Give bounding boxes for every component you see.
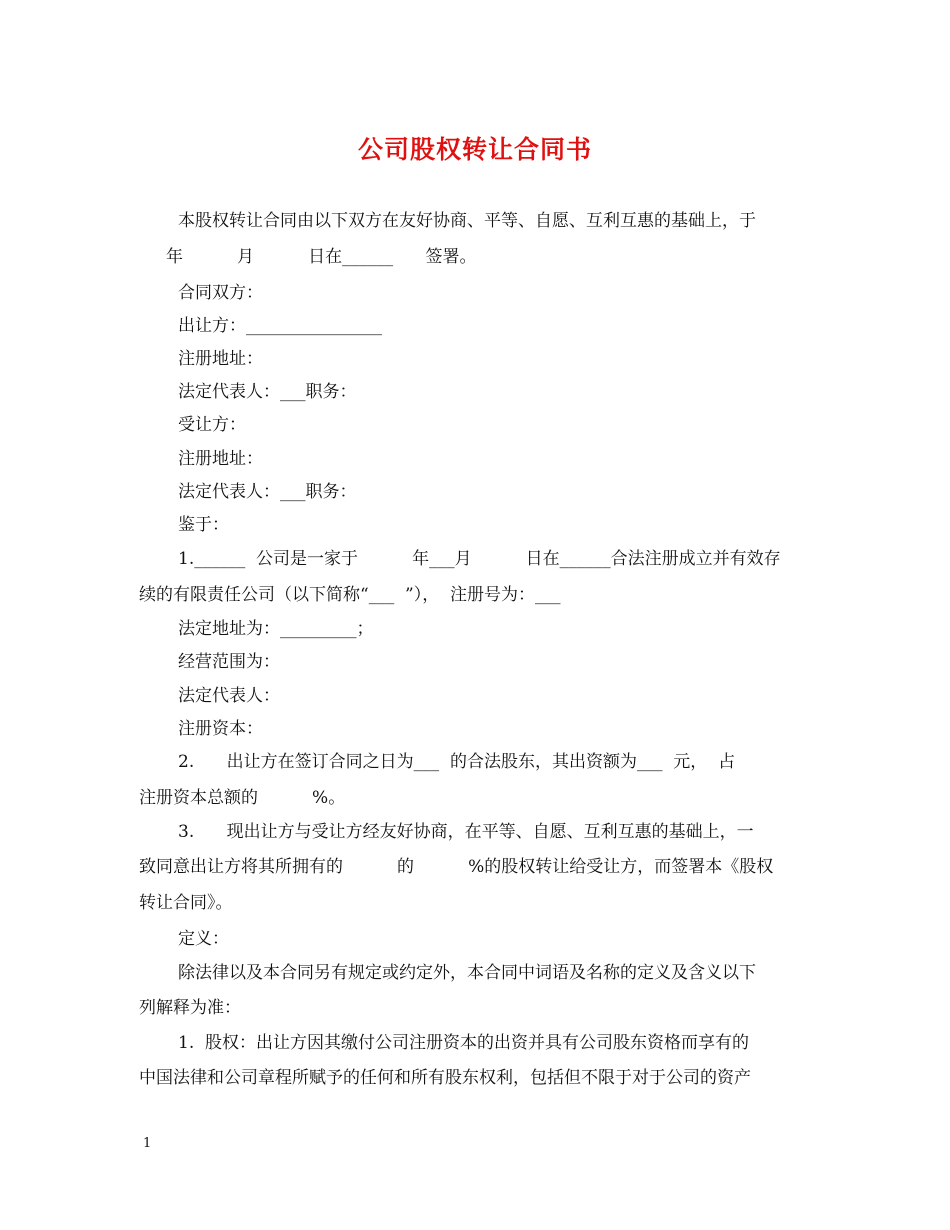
paragraph-line: 年 月 日在______ 签署。	[166, 247, 477, 267]
paragraph-line: 合同双方：	[178, 283, 263, 303]
paragraph-line: 法定代表人：___职务：	[178, 482, 357, 502]
document-title: 公司股权转让合同书	[357, 135, 592, 164]
paragraph-line: 除法律以及本合同另有规定或约定外，本合同中词语及名称的定义及含义以下	[178, 963, 756, 983]
paragraph-line: 1.______ 公司是一家于 年___月 日在______合法注册成立并有效存	[178, 549, 781, 569]
paragraph-line: 转让合同》。	[139, 893, 233, 913]
paragraph-line: 续的有限责任公司（以下简称“___ ”）， 注册号为：___	[139, 585, 561, 605]
paragraph-line: 3. 现出让方与受让方经友好协商，在平等、自愿、互利互惠的基础上，一	[178, 822, 754, 842]
paragraph-line: 列解释为准：	[139, 998, 241, 1018]
paragraph-line: 注册资本：	[178, 719, 263, 739]
paragraph-line: 注册地址：	[178, 349, 263, 369]
page-number: 1	[143, 1136, 152, 1151]
paragraph-line: 鉴于：	[178, 515, 229, 535]
paragraph-line: 2. 出让方在签订合同之日为___ 的合法股东，其出资额为___ 元， 占	[178, 752, 736, 772]
paragraph-line: 受让方：	[178, 415, 246, 435]
paragraph-line: 法定代表人：	[178, 686, 280, 706]
paragraph-line: 注册地址：	[178, 449, 263, 469]
paragraph-line: 定义：	[178, 929, 229, 949]
paragraph-line: 致同意出让方将其所拥有的 的 %的股权转让给受让方，而签署本《股权	[139, 857, 774, 877]
paragraph-line: 本股权转让合同由以下双方在友好协商、平等、自愿、互利互惠的基础上，于	[178, 211, 756, 231]
paragraph-line: 中国法律和公司章程所赋予的任何和所有股东权利，包括但不限于对于公司的资产	[139, 1068, 751, 1088]
paragraph-line: 1. 股权：出让方因其缴付公司注册资本的出资并具有公司股东资格而享有的	[178, 1033, 750, 1053]
paragraph-line: 法定代表人：___职务：	[178, 382, 357, 402]
paragraph-line: 注册资本总额的 %。	[139, 788, 346, 808]
paragraph-line: 经营范围为：	[178, 652, 280, 672]
paragraph-line: 出让方：________________	[178, 316, 382, 336]
paragraph-line: 法定地址为：_________；	[178, 619, 374, 639]
